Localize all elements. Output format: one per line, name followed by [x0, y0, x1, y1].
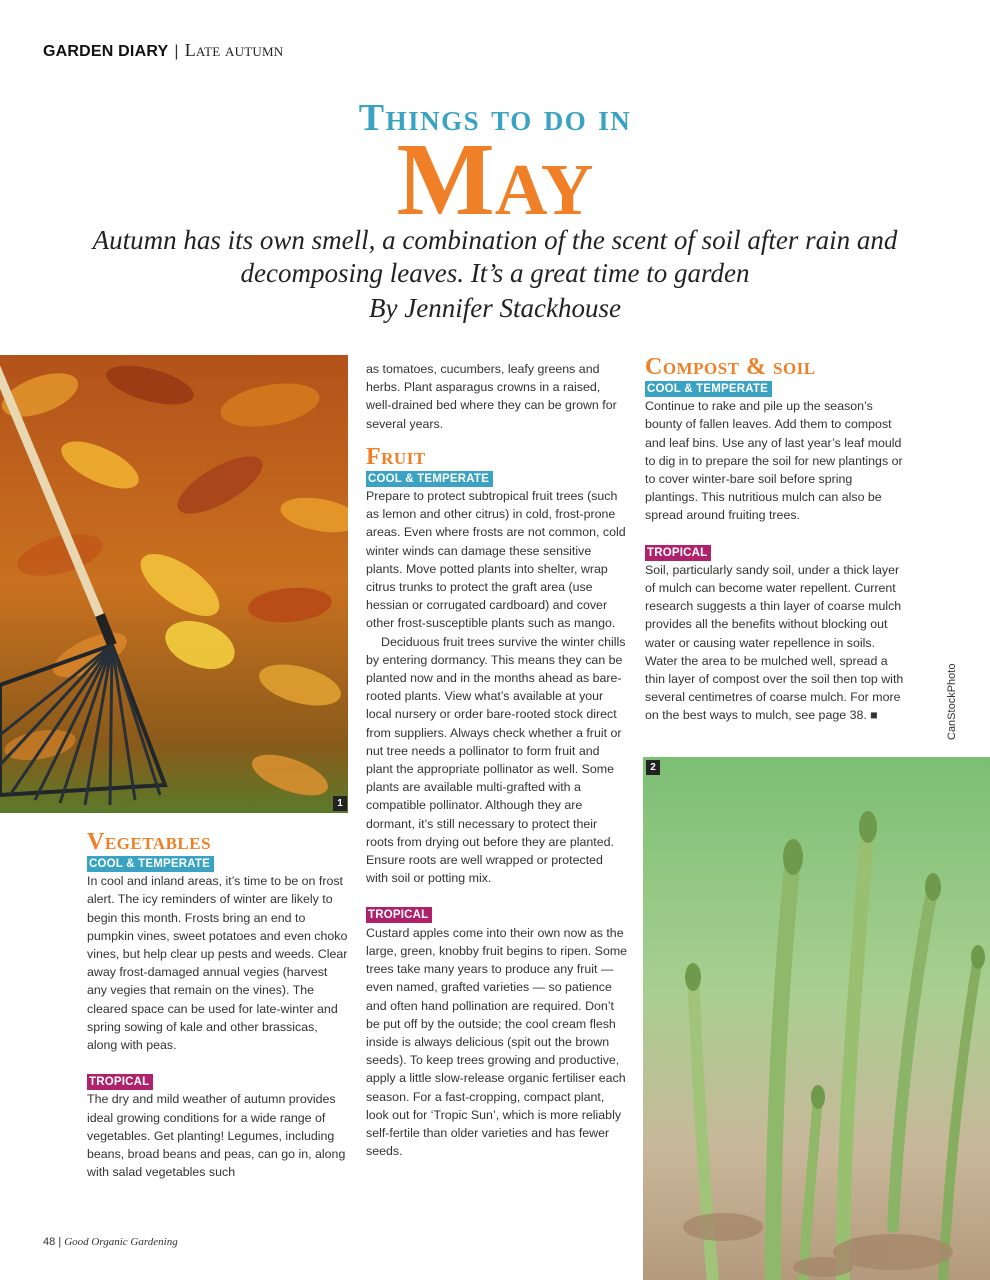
- fruit-column: [366, 360, 628, 1160]
- fruit-cool-text-1: Prepare to protect subtropical fruit trees (such as lemon and other citrus) in cold, frost-prone areas. Even where frosts are not common, cold winter winds can damage these sensitive plants. Move potted plants into shelter, wrap citrus trunks to protect the graft area (use hessian or corrugated cardboard) and cover other frost-susceptible plants such as mango.: [366, 489, 626, 631]
- compost-tropical-text: Soil, particularly sandy soil, under a thick layer of mulch can become water repellent. Current research suggests a thin layer of coarse mulch provides all the benefits without blocking out water or causing water repellence in soils. Water the area to be mulched well, spread a thin layer of compost over the soil then top with several centimetres of coarse mulch. For more on the best ways to mulch, see page 38. ■: [645, 562, 904, 723]
- magazine-name: Good Organic Gardening: [64, 1236, 178, 1248]
- photo-number-1: 1: [333, 796, 347, 811]
- subsection-name: Late autumn: [184, 40, 284, 60]
- section-name: GARDEN DIARY: [43, 43, 169, 60]
- vegetables-continued-text: as tomatoes, cucumbers, leafy greens and herbs. Plant asparagus crowns in a raised, well-drained bed where they can be grown for several years.: [366, 362, 617, 431]
- tropical-tag: TROPICAL: [645, 545, 711, 561]
- footer-separator: |: [58, 1236, 62, 1248]
- photo-credit-text: CanStockPhoto: [946, 663, 958, 740]
- photo-credit: [940, 656, 966, 746]
- compost-section: [645, 355, 907, 725]
- section-header: [43, 40, 283, 61]
- cool-temperate-tag: COOL & TEMPERATE: [366, 471, 493, 487]
- byline: By Jennifer Stackhouse: [369, 293, 621, 323]
- compost-cool-text: Continue to rake and pile up the season’s bounty of fallen leaves. Add them to compost and leaf bins. Use any of last year’s leaf mould to dig in to prepare the soil for new plantings or to cover winter-bare soil before spring plantings. This nutritious mulch can also be spread around fruiting trees.: [645, 399, 903, 523]
- tropical-tag: TROPICAL: [87, 1074, 153, 1090]
- standfirst: Autumn has its own smell, a combination of the scent of soil after rain and decomposing leaves. It’s a great time to garden: [92, 225, 898, 288]
- vegetables-section: [87, 830, 349, 1181]
- page-number: 48: [43, 1236, 56, 1248]
- cool-temperate-tag: COOL & TEMPERATE: [645, 381, 772, 397]
- page-title: May: [396, 122, 594, 237]
- fruit-heading: Fruit: [366, 443, 426, 470]
- cool-temperate-tag: COOL & TEMPERATE: [87, 856, 214, 872]
- fruit-cool-text-2: Deciduous fruit trees survive the winter chills by entering dormancy. This means they can be planted now and in the months ahead as bare-rooted plants. View what’s available at your local nursery or order bare-rooted stock direct from suppliers. Always check whether a fruit or nut tree needs a pollinator to form fruit and plant the appropriate pollinator as well. Some plants are available multi-grafted with a compatible pollinator. Although they are dormant, it’s still necessary to protect their roots from drying out before they are planted. Ensure roots are well wrapped or protected with soil or potting mix.: [366, 634, 626, 886]
- vegetables-cool-text: In cool and inland areas, it’s time to be on frost alert. The icy reminders of winter are likely to begin this month. Frosts bring an end to pumpkin vines, sweet potatoes and even choko vines, but help clear up pests and weeds. Clear away frost-damaged annual vegies (harvest any vegies that remain on the vines). The cleared space can be used for late-winter and spring sowing of kale and other brassicas, along with peas.: [87, 874, 348, 1053]
- title-kicker: Things to do in: [358, 97, 632, 139]
- photo-number-2: 2: [646, 760, 660, 775]
- vegetables-heading: Vegetables: [87, 829, 212, 855]
- tropical-tag: TROPICAL: [366, 907, 432, 923]
- compost-heading: Compost & soil: [645, 354, 816, 380]
- vegetables-tropical-text: The dry and mild weather of autumn provides ideal growing conditions for a wide range of vegetables. Get planting! Legumes, including beans, broad beans and peas, can go in, along with salad vegetables such: [87, 1092, 346, 1180]
- page-footer: [43, 1236, 178, 1248]
- header-separator: |: [174, 43, 179, 60]
- autumn-leaves-rake-photo: [0, 355, 348, 813]
- fruit-tropical-text: Custard apples come into their own now as the large, green, knobby fruit begins to ripen. Some trees take many years to produce any fruit — even named, grafted varieties — so patience and often hand pollination are required. Don’t be put off by the outside; the cool cream flesh inside is always delicious (spit out the brown seeds). To keep trees growing and productive, apply a little slow-release organic fertiliser each season. For a fast-cropping, compact plant, look out for ‘Tropic Sun’, which is more reliably self-fertile than older varieties and has fewer seeds.: [366, 925, 628, 1159]
- asparagus-photo: [643, 757, 990, 1280]
